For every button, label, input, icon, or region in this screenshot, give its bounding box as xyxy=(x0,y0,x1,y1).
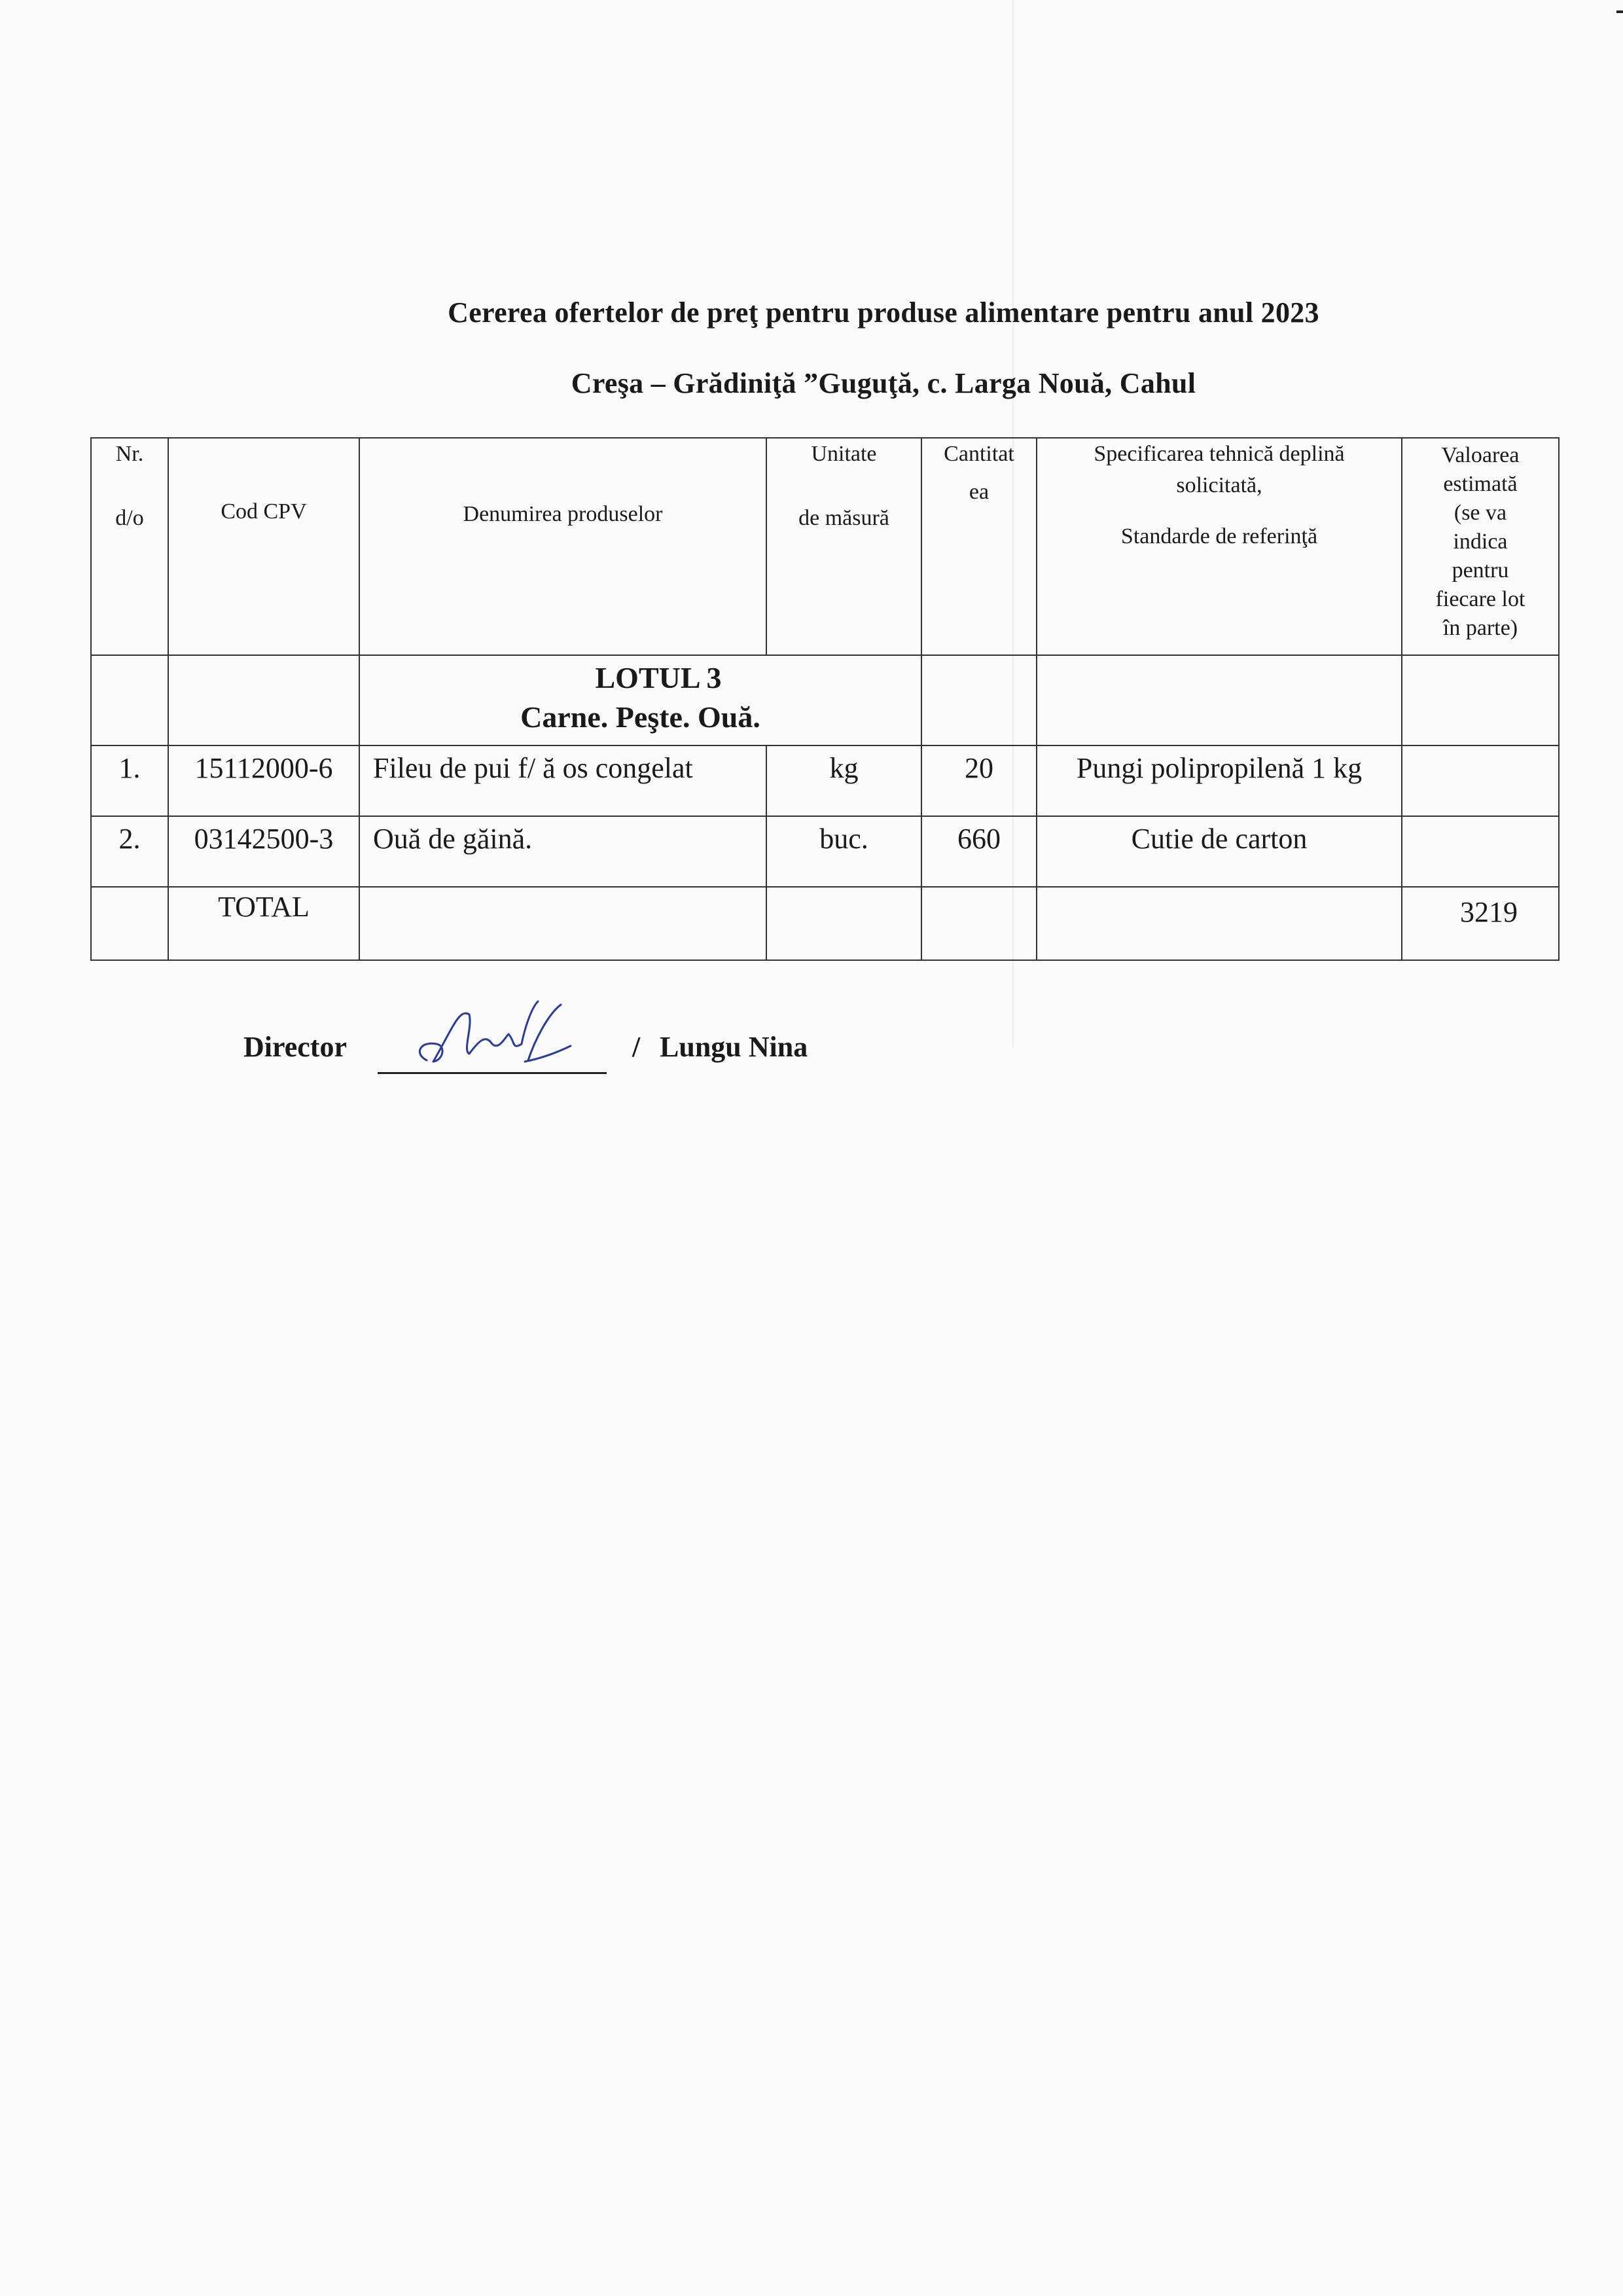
header-denumire-label: Denumirea produselor xyxy=(463,502,663,526)
header-valoare-line3: (se va xyxy=(1454,501,1507,525)
row-1-cod: 15112000-6 xyxy=(168,745,359,816)
table-row xyxy=(91,745,1559,816)
lot-nr-cell xyxy=(91,655,168,745)
lot-subtitle: Carne. Peşte. Ouă. xyxy=(520,700,760,734)
header-spec xyxy=(1037,438,1402,655)
header-valoare-line5: pentru xyxy=(1452,558,1509,583)
row-2-spec: Cutie de carton xyxy=(1037,816,1402,887)
header-unitate-line2: de măsură xyxy=(798,506,889,530)
handwritten-signature xyxy=(407,988,577,1080)
header-nr xyxy=(91,438,168,655)
header-valoare xyxy=(1402,438,1559,655)
header-nr-line1: Nr. xyxy=(115,442,144,466)
row-1-valoare xyxy=(1402,745,1559,816)
header-spec-line2: solicitată, xyxy=(1176,473,1262,497)
header-unitate xyxy=(766,438,921,655)
header-cod-label: Cod CPV xyxy=(221,499,307,524)
header-valoare-line6: fiecare lot xyxy=(1435,587,1525,611)
header-spec-line1: Specificarea tehnică deplină xyxy=(1094,442,1345,466)
document-title: Cererea ofertelor de preţ pentru produse alimentare pentru anul 2023 xyxy=(448,296,1319,329)
header-valoare-line4: indica xyxy=(1453,529,1508,554)
header-cantitate xyxy=(921,438,1037,655)
document-subtitle: Creşa – Grădiniţă ”Guguţă, c. Larga Nouă, Cahul xyxy=(571,367,1196,399)
total-cantitate-cell xyxy=(921,887,1037,960)
total-row xyxy=(91,887,1559,960)
lot-row xyxy=(91,655,1559,745)
row-2-unitate: buc. xyxy=(766,816,921,887)
signature-separator: / xyxy=(632,1031,641,1063)
lot-cod-cell xyxy=(168,655,359,745)
header-nr-line2: d/o xyxy=(115,506,144,530)
total-denumire-cell xyxy=(359,887,766,960)
table-header-row xyxy=(91,438,1559,655)
lot-spec-cell xyxy=(1037,655,1402,745)
row-2-nr: 2. xyxy=(91,816,168,887)
row-2-cantitate: 660 xyxy=(921,816,1037,887)
row-1-cantitate: 20 xyxy=(921,745,1037,816)
row-2-valoare xyxy=(1402,816,1559,887)
total-nr-cell xyxy=(91,887,168,960)
header-valoare-line7: în parte) xyxy=(1442,616,1518,640)
header-cantitate-line2: ea xyxy=(969,480,990,504)
row-1-nr: 1. xyxy=(91,745,168,816)
lot-name: LOTUL 3 xyxy=(595,661,722,694)
header-spec-line3: Standarde de referinţă xyxy=(1120,524,1318,548)
lot-title-cell xyxy=(359,655,921,745)
header-cod xyxy=(168,438,359,655)
row-1-spec: Pungi polipropilenă 1 kg xyxy=(1037,745,1402,816)
offer-table xyxy=(90,437,1560,961)
header-unitate-line1: Unitate xyxy=(811,442,877,466)
row-1-denumire: Fileu de pui f/ ă os congelat xyxy=(359,745,766,816)
row-1-unitate: kg xyxy=(766,745,921,816)
row-2-cod: 03142500-3 xyxy=(168,816,359,887)
total-label: TOTAL xyxy=(168,887,359,960)
director-label: Director xyxy=(243,1031,347,1063)
header-valoare-line2: estimată xyxy=(1443,472,1518,496)
header-valoare-line1: Valoarea xyxy=(1441,443,1520,467)
total-value: 3219 xyxy=(1402,887,1559,960)
table-row xyxy=(91,816,1559,887)
lot-cantitate-cell xyxy=(921,655,1037,745)
total-unitate-cell xyxy=(766,887,921,960)
lot-valoare-cell xyxy=(1402,655,1559,745)
header-cantitate-line1: Cantitat xyxy=(944,442,1014,466)
total-spec-cell xyxy=(1037,887,1402,960)
director-name: Lungu Nina xyxy=(660,1031,808,1063)
scan-edge-mark xyxy=(1616,10,1623,13)
header-denumire xyxy=(359,438,766,655)
row-2-denumire: Ouă de găină. xyxy=(359,816,766,887)
